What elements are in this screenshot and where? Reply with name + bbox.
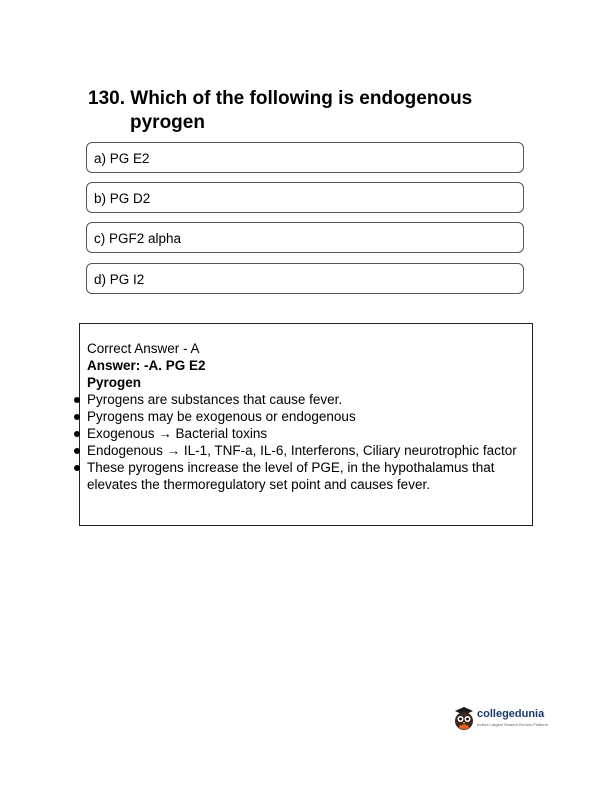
list-item: Pyrogens may be exogenous or endogenous bbox=[87, 408, 526, 425]
list-item: Exogenous → Bacterial toxins bbox=[87, 425, 526, 442]
answer-explanation-box bbox=[79, 323, 533, 526]
list-item: Endogenous → IL-1, TNF-a, IL-6, Interferons, Ciliary neurotrophic factor bbox=[87, 442, 526, 459]
question-text-line1: Which of the following is endogenous bbox=[130, 88, 473, 109]
list-item: These pyrogens increase the level of PGE, in the hypothalamus that elevates the thermoregulatory set point and causes fever. bbox=[87, 459, 526, 493]
owl-mascot-icon bbox=[453, 706, 475, 732]
correct-answer-text: Correct Answer - A bbox=[87, 341, 200, 356]
option-c[interactable]: c) PGF2 alpha bbox=[86, 222, 524, 253]
question-text-line2: pyrogen bbox=[130, 112, 205, 133]
option-b[interactable]: b) PG D2 bbox=[86, 182, 524, 213]
brand-name: collegedunia bbox=[477, 708, 545, 720]
collegedunia-logo bbox=[453, 706, 563, 734]
topic-heading: Pyrogen bbox=[87, 375, 142, 390]
explanation-list bbox=[87, 391, 526, 493]
list-item: Pyrogens are substances that cause fever. bbox=[87, 391, 526, 408]
option-a[interactable]: a) PG E2 bbox=[86, 142, 524, 173]
question-title bbox=[88, 87, 528, 135]
question-number: 130. bbox=[88, 88, 125, 109]
option-d[interactable]: d) PG I2 bbox=[86, 263, 524, 294]
brand-tagline: India's Largest Student Review Platform bbox=[477, 722, 549, 727]
answer-line: Answer: -A. PG E2 bbox=[87, 358, 206, 373]
